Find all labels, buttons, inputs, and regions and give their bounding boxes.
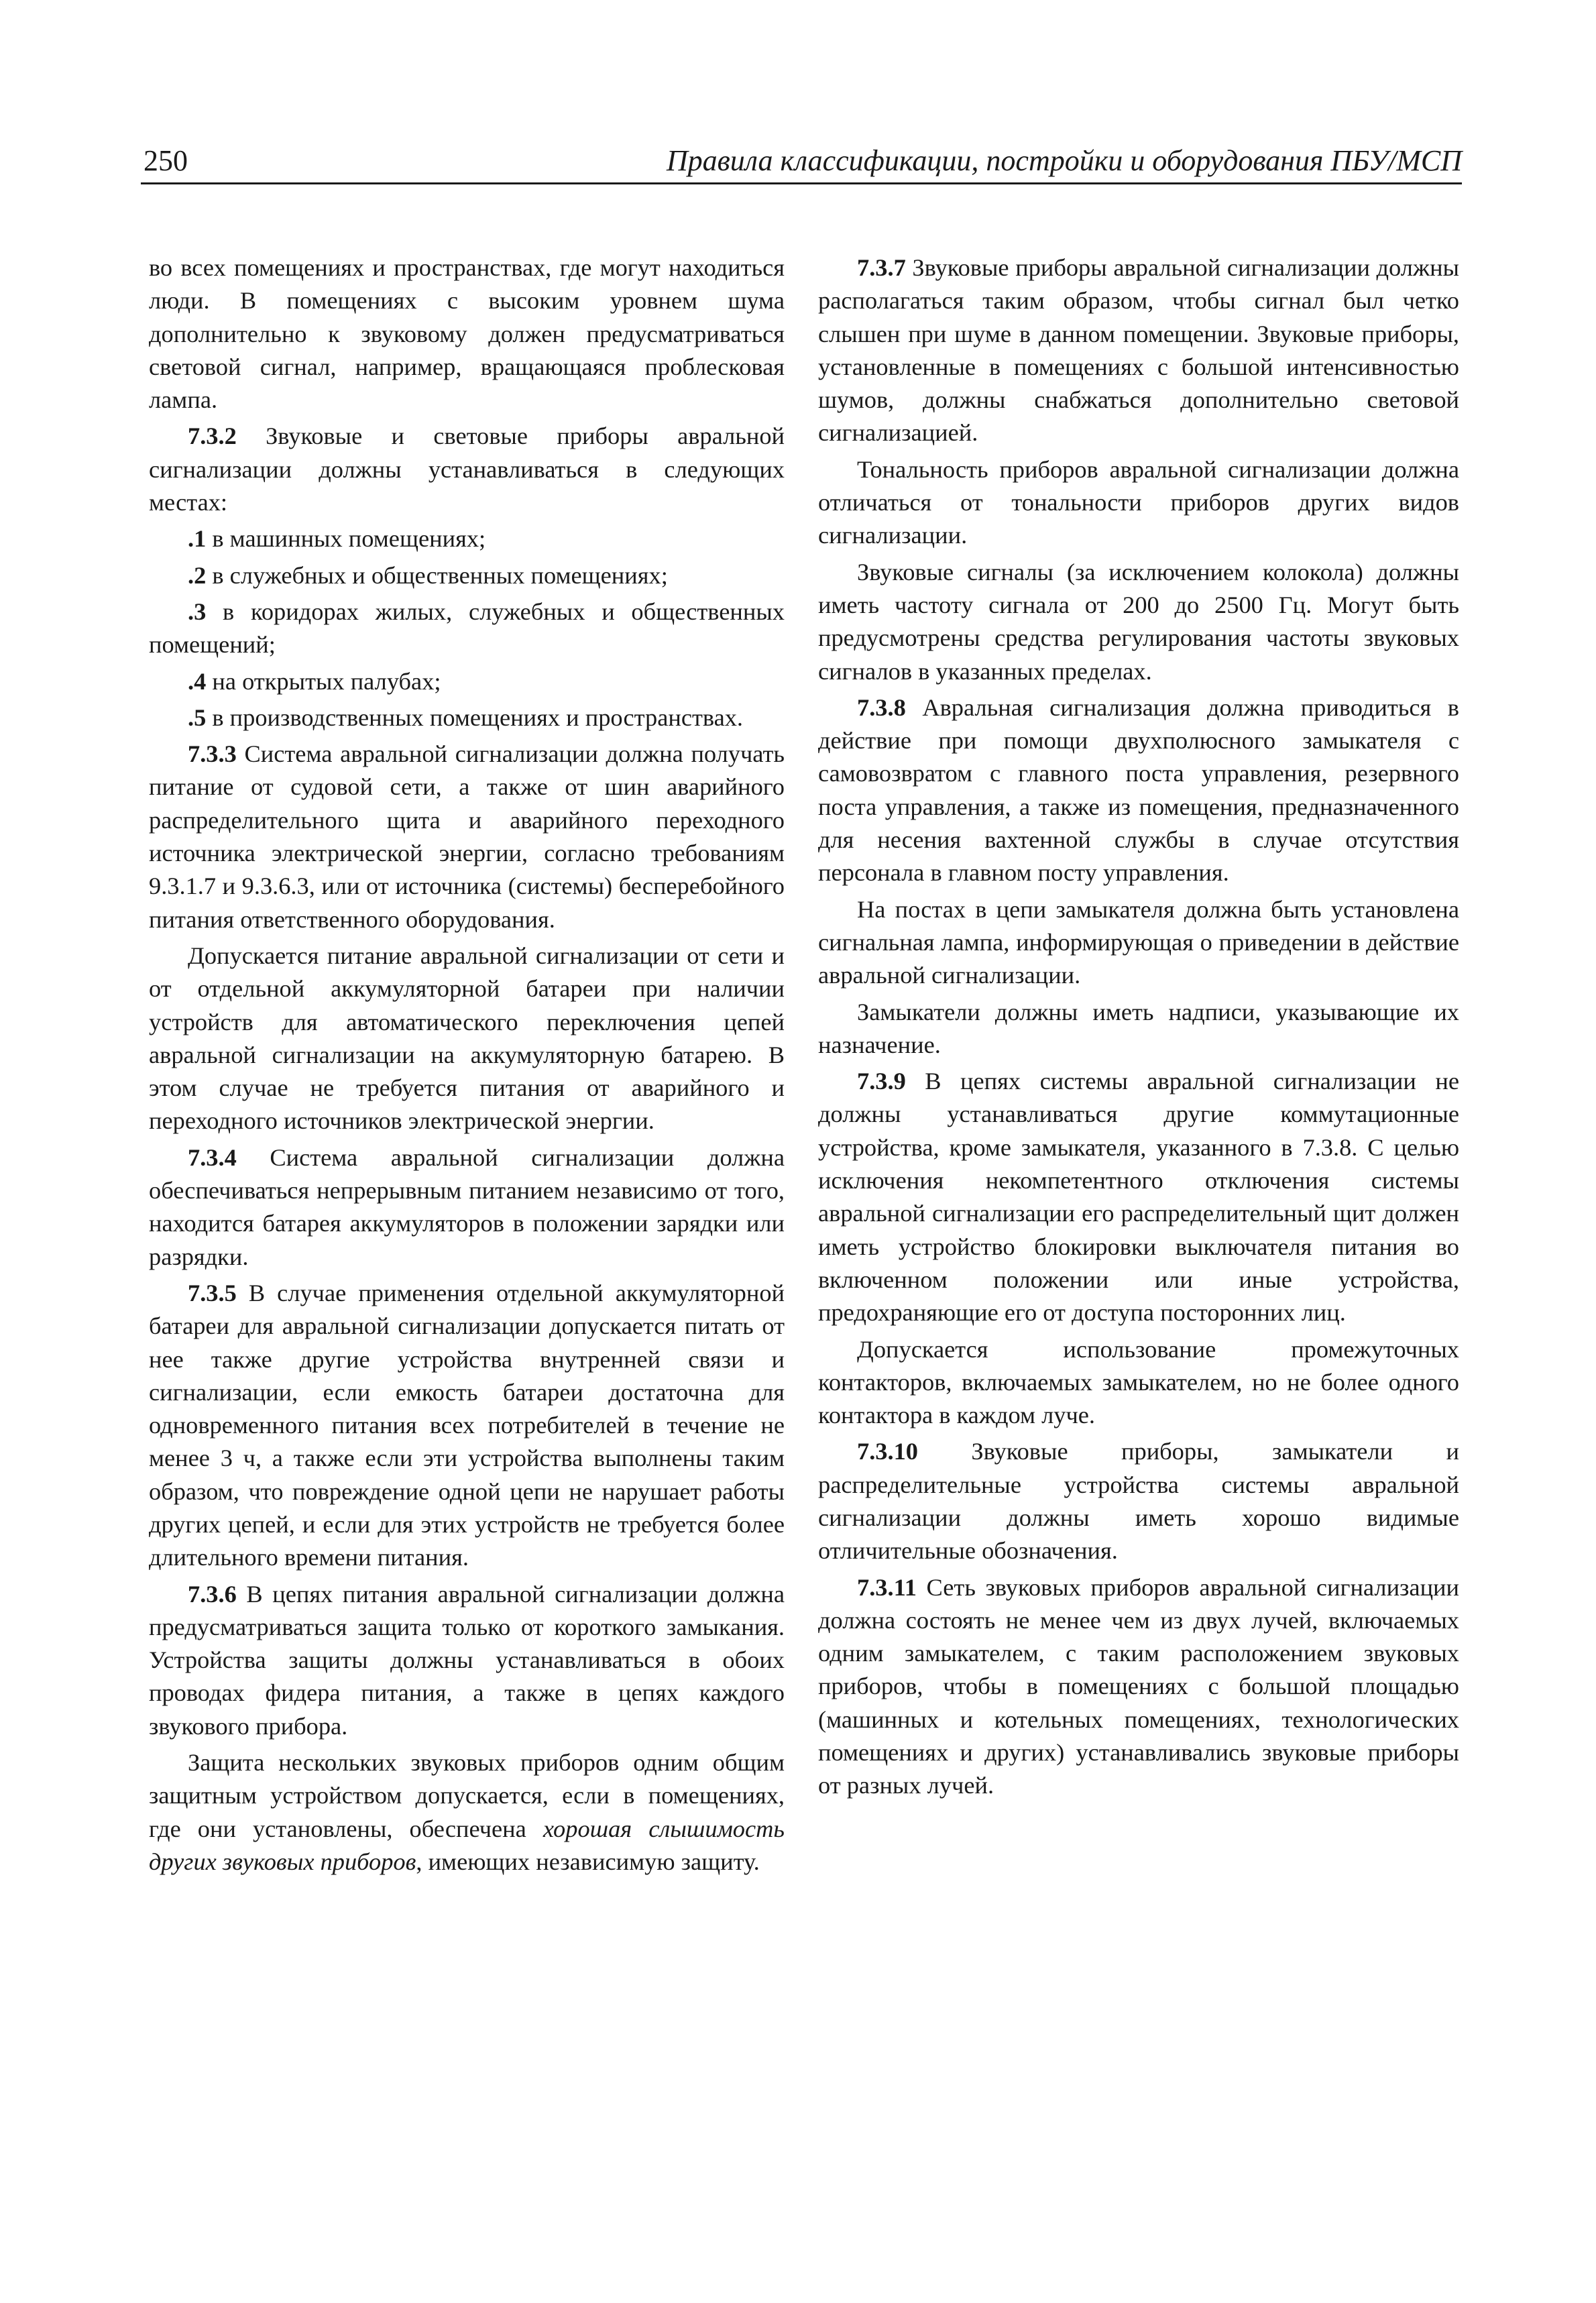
right-column	[818, 251, 1459, 1806]
paragraph-7-3-3: 7.3.3 Система авральной сигнализации должна получать питание от судовой сети, а также от шин аварийного распределительного щита и аварийного переходного источника электрической энергии, согласно требованиям 9.3.1.7 и 9.3.6.3, или от источника (системы) бесперебойного питания ответственного оборудования.	[149, 740, 785, 933]
page-number: 250	[144, 144, 188, 177]
paragraph: Допускается питание авральной сигнализации от сети и от отдельной аккумуляторной батареи при наличии устройств для автоматического переключения цепей авральной сигнализации на аккумуляторную батарею. В этом случае не требуется питания от аварийного и переходного источников электрической энергии.	[149, 942, 785, 1135]
paragraph: Допускается использование промежуточных контакторов, включаемых замыкателем, но не более одного контактора в каждом луче.	[818, 1335, 1459, 1429]
list-item-4: .4 на открытых палубах;	[188, 667, 441, 695]
paragraph-7-3-6: 7.3.6 В цепях питания авральной сигнализации должна предусматриваться защита только от короткого замыкания. Устройства защиты должны устанавливаться в обоих проводах фидера питания, а также в цепях каждого звукового прибора.	[149, 1580, 785, 1740]
list-item-2: .2 в служебных и общественных помещениях;	[188, 561, 668, 589]
list-item-3: .3 в коридорах жилых, служебных и общественных помещений;	[149, 598, 785, 659]
paragraph-7-3-2: 7.3.2 Звуковые и световые приборы авральной сигнализации должны устанавливаться в следующих местах:	[149, 423, 785, 516]
paragraph: Защита нескольких звуковых приборов одним общим защитным устройством допускается, если в помещениях, где они установлены, обеспечена хорошая слышимость других звуковых приборов, имеющих независимую защиту.	[149, 1749, 785, 1875]
left-column	[149, 251, 785, 1882]
paragraph: во всех помещениях и пространствах, где могут находиться люди. В помещениях с высоким уровнем шума дополнительно к звуковому должен предусматриваться световой сигнал, например, вращающаяся проблесковая лампа.	[149, 254, 785, 414]
list-item-5: .5 в производственных помещениях и пространствах.	[188, 704, 744, 731]
paragraph-7-3-4: 7.3.4 Система авральной сигнализации должна обеспечиваться непрерывным питанием независимо от того, находится батарея аккумуляторов в положении зарядки или разрядки.	[149, 1143, 785, 1270]
paragraph: Звуковые сигналы (за исключением колокола) должны иметь частоту сигнала от 200 до 2500 Гц. Могут быть предусмотрены средства регулирования частоты звуковых сигналов в указанных пределах.	[818, 558, 1459, 685]
paragraph-7-3-8: 7.3.8 Авральная сигнализация должна приводиться в действие при помощи двухполюсного замыкателя с самовозвратом с главного поста управления, резервного поста управления, а также из помещения, предназначенного для несения вахтенной службы в случае отсутствия персонала в главном посту управления.	[818, 693, 1459, 887]
paragraph-7-3-7: 7.3.7 Звуковые приборы авральной сигнализации должны располагаться таким образом, чтобы сигнал был четко слышен при шуме в данном помещении. Звуковые приборы, установленные в помещениях с большой интенсивностью шумов, должны снабжаться дополнительно световой сигнализацией.	[818, 254, 1459, 447]
paragraph: Тональность приборов авральной сигнализации должна отличаться от тональности приборов других видов сигнализации.	[818, 455, 1459, 549]
paragraph-7-3-9: 7.3.9 В цепях системы авральной сигнализации не должны устанавливаться другие коммутационные устройства, кроме замыкателя, указанного в 7.3.8. С целью исключения некомпетентного отключения системы авральной сигнализации его распределительный щит должен иметь устройство блокировки выключателя питания во включенном положении или иные устройства, предохраняющие его от доступа посторонних лиц.	[818, 1068, 1459, 1327]
paragraph-7-3-5: 7.3.5 В случае применения отдельной аккумуляторной батареи для авральной сигнализации допускается питать от нее также другие устройства внутренней связи и сигнализации, если емкость батареи достаточна для одновременного питания всех потребителей в течение не менее 3 ч, а также если эти устройства выполнены таким образом, что повреждение одной цепи не нарушает работы других цепей, и если для этих устройств не требуется более длительного времени питания.	[149, 1279, 785, 1571]
paragraph-7-3-11: 7.3.11 Сеть звуковых приборов авральной сигнализации должна состоять не менее чем из двух лучей, включаемых одним замыкателем, с таким расположением звуковых приборов, чтобы в помещениях с большой площадью (машинных и котельных помещениях, технологических помещениях и других) устанавливались звуковые приборы от разных лучей.	[818, 1573, 1459, 1799]
running-header	[141, 142, 1462, 184]
paragraph: На постах в цепи замыкателя должна быть установлена сигнальная лампа, информирующая о приведении в действие авральной сигнализации.	[818, 895, 1459, 989]
paragraph: Замыкатели должны иметь надписи, указывающие их назначение.	[818, 998, 1459, 1058]
list-item-1: .1 в машинных помещениях;	[188, 525, 486, 553]
paragraph-7-3-10: 7.3.10 Звуковые приборы, замыкатели и распределительные устройства системы авральной сигнализации должны иметь хорошо видимые отличительные обозначения.	[818, 1438, 1459, 1565]
running-title: Правила классификации, постройки и оборудования ПБУ/МСП	[666, 144, 1462, 177]
